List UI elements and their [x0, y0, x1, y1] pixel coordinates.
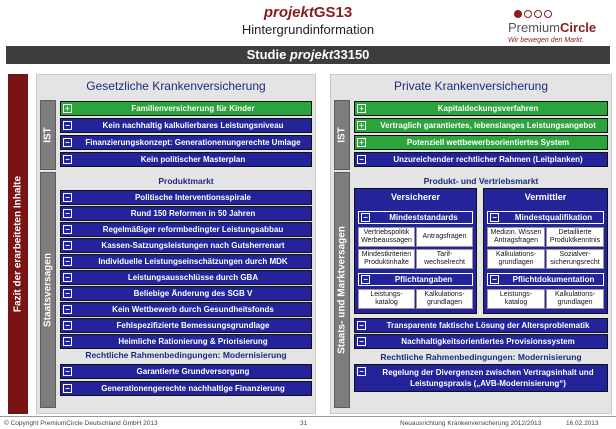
left-market-row-label: Leistungsausschlüsse durch GBA [127, 273, 259, 282]
footer-topic: Neuausrichtung Krankenversicherung 2012/2013 [400, 420, 542, 427]
left-market-row-label: Individuelle Leistungseinschätzungen durch MDK [98, 257, 288, 266]
minus-icon: − [357, 155, 366, 164]
left-market-row[interactable] [60, 286, 312, 301]
vermittler-box: Kalkulations-grundlagen [487, 249, 545, 269]
left-market-row-label: Regelmäßiger reformbedingter Leistungsabbau [102, 225, 284, 234]
versicherer-title: Versicherer [390, 192, 441, 202]
minus-icon: − [63, 257, 72, 266]
left-ist-row[interactable] [60, 101, 312, 116]
left-market-row-label: Beliebige Änderung des SGB V [133, 289, 253, 298]
left-market-row[interactable] [60, 190, 312, 205]
title-italic: projekt [263, 4, 314, 21]
right-ist-row[interactable] [354, 118, 608, 133]
left-ist-row-label: Finanzierungskonzept: Generationenungerechte Umlage [85, 138, 301, 147]
left-market-row[interactable] [60, 206, 312, 221]
plus-icon: + [357, 138, 366, 147]
footer-copyright: © Copyright PremiumCircle Deutschland GmbH 2013 [4, 420, 158, 427]
plus-icon: + [63, 104, 72, 113]
vermittler-sub1[interactable]: − Mindestqualifikation [487, 211, 604, 224]
right-ist-row-label: Kapitaldeckungsverfahren [437, 104, 539, 113]
minus-icon: − [63, 121, 72, 130]
left-ist-row[interactable] [60, 135, 312, 150]
left-ist-row[interactable] [60, 152, 312, 167]
minus-icon: − [63, 289, 72, 298]
left-reg-row-label: Generationengerechte nachhaltige Finanzierung [101, 384, 285, 393]
side-label: Fazit der erarbeiteten Inhalte [12, 175, 24, 313]
left-market-row[interactable] [60, 318, 312, 333]
minus-icon: − [63, 225, 72, 234]
vermittler-title: Vermittler [524, 192, 567, 202]
left-ist-row-label: Kein nachhaltig kalkulierbares Leistungsniveau [102, 121, 284, 130]
ist-label-left: IST [40, 100, 56, 170]
page-subtitle: Hintergrundinformation [241, 22, 375, 37]
left-market-row-label: Kein Wettbewerb durch Gesundheitsfonds [112, 305, 274, 314]
left-market-row-label: Fehlspezifizierte Bemessungsgrundlage [116, 321, 270, 330]
plus-icon: + [357, 121, 366, 130]
left-market-row[interactable] [60, 302, 312, 317]
footer-divider [0, 416, 616, 417]
panel-pkv-title: Private Krankenversicherung [393, 79, 549, 93]
right-ist-row[interactable] [354, 152, 608, 167]
left-market-row[interactable] [60, 254, 312, 269]
left-reg-row[interactable] [60, 364, 312, 379]
logo-tagline: Wir bewegen den Markt. [508, 37, 584, 44]
left-ist-row-label: Familienversicherung für Kinder [131, 104, 255, 113]
footer [0, 419, 616, 429]
footer-page: 31 [300, 420, 308, 427]
minus-icon: − [63, 193, 72, 202]
minus-icon: − [490, 213, 499, 222]
minus-icon: − [63, 241, 72, 250]
minus-icon: − [63, 209, 72, 218]
minus-icon: − [63, 273, 72, 282]
versicherer-box: Antragsfragen [416, 227, 473, 247]
vermittler-box: Leistungs-katalog [487, 289, 545, 309]
sv-label-right: Staats- und Marktversagen [334, 172, 350, 408]
footer-date: 16.02.2013 [566, 420, 599, 427]
versicherer-box: Leistungs-katalog [358, 289, 415, 309]
versicherer-sub1[interactable]: − Mindeststandards [358, 211, 473, 224]
right-reg-head: Rechtliche Rahmenbedingungen: Modernisierung [380, 352, 582, 362]
versicherer-box: Vertriebspolitik Werbeaussagen [358, 227, 415, 247]
ist-label-right: IST [334, 100, 350, 170]
left-reg-head: Rechtliche Rahmenbedingungen: Modernisierung [85, 350, 287, 360]
left-reg-row-label: Garantierte Grundversorgung [136, 367, 250, 376]
plus-icon: + [357, 104, 366, 113]
left-market-row[interactable] [60, 334, 312, 349]
left-market-row[interactable] [60, 222, 312, 237]
minus-icon: − [63, 384, 72, 393]
left-market-row-label: Rund 150 Reformen in 50 Jahren [130, 209, 256, 218]
logo-name: PremiumCircle [508, 20, 597, 35]
side-label-bar [8, 74, 28, 414]
minus-icon: − [63, 155, 72, 164]
right-market-row[interactable] [354, 334, 608, 349]
card-versicherer [354, 188, 477, 314]
right-market-row-label: Nachhaltigkeitsorientiertes Provisionssystem [401, 337, 575, 346]
title-rest: GS13 [313, 4, 353, 21]
minus-icon: − [63, 337, 72, 346]
study-bar: Studie projekt33150 [6, 46, 610, 64]
right-reg-row[interactable]: − Regelung der Divergenzen zwischen Vertragsinhalt und Leistungspraxis („AVB-Modernisierung“) [354, 364, 608, 392]
minus-icon: − [357, 321, 366, 330]
right-ist-row-label: Vertraglich garantiertes, lebenslanges Leistungsangebot [380, 121, 596, 130]
left-market-head: Produktmarkt [158, 176, 214, 186]
minus-icon: − [63, 321, 72, 330]
minus-icon: − [63, 305, 72, 314]
right-ist-row-label: Potenziell wettbewerbsorientiertes System [406, 138, 570, 147]
right-ist-row-label: Unzureichender rechtlicher Rahmen (Leitplanken) [393, 155, 583, 164]
vermittler-box: Medizin. Wissen Antragsfragen [487, 227, 545, 247]
minus-icon: − [357, 367, 366, 376]
vermittler-box: Detaillierte Produktkenntnis [546, 227, 604, 247]
minus-icon: − [63, 138, 72, 147]
vermittler-box: Sozialver-sicherungsrecht [546, 249, 604, 269]
logo-circles-icon [514, 10, 552, 18]
versicherer-sub2[interactable]: − Pflichtangaben [358, 273, 473, 286]
card-vermittler [483, 188, 608, 314]
versicherer-box: Kalkulations-grundlagen [416, 289, 473, 309]
left-reg-row[interactable] [60, 381, 312, 396]
right-market-head: Produkt- und Vertriebsmarkt [423, 176, 539, 186]
left-market-row[interactable] [60, 238, 312, 253]
minus-icon: − [490, 275, 499, 284]
minus-icon: − [357, 337, 366, 346]
minus-icon: − [361, 275, 370, 284]
right-market-row-label: Transparente faktische Lösung der Altersproblematik [386, 321, 590, 330]
panel-gkv-title: Gesetzliche Krankenversicherung [86, 79, 266, 93]
minus-icon: − [361, 213, 370, 222]
vermittler-sub2[interactable]: − Pflichtdokumentation [487, 273, 604, 286]
minus-icon: − [63, 367, 72, 376]
left-ist-row-label: Kein politischer Masterplan [140, 155, 246, 164]
right-market-row[interactable] [354, 318, 608, 333]
right-ist-row[interactable] [354, 101, 608, 116]
versicherer-box: Tarif-wechselrecht [416, 249, 473, 269]
left-market-row-label: Heimliche Rationierung & Priorisierung [118, 337, 268, 346]
left-market-row[interactable] [60, 270, 312, 285]
left-market-row-label: Kassen-Satzungsleistungen nach Gutsherrenart [101, 241, 285, 250]
left-market-row-label: Politische Interventionsspirale [134, 193, 252, 202]
versicherer-box: Mindestkriterien Produktinhalte [358, 249, 415, 269]
vermittler-box: Kalkulations-grundlagen [546, 289, 604, 309]
company-logo [506, 6, 616, 46]
left-ist-row[interactable] [60, 118, 312, 133]
right-ist-row[interactable] [354, 135, 608, 150]
sv-label-left: Staatsversagen [40, 172, 56, 408]
